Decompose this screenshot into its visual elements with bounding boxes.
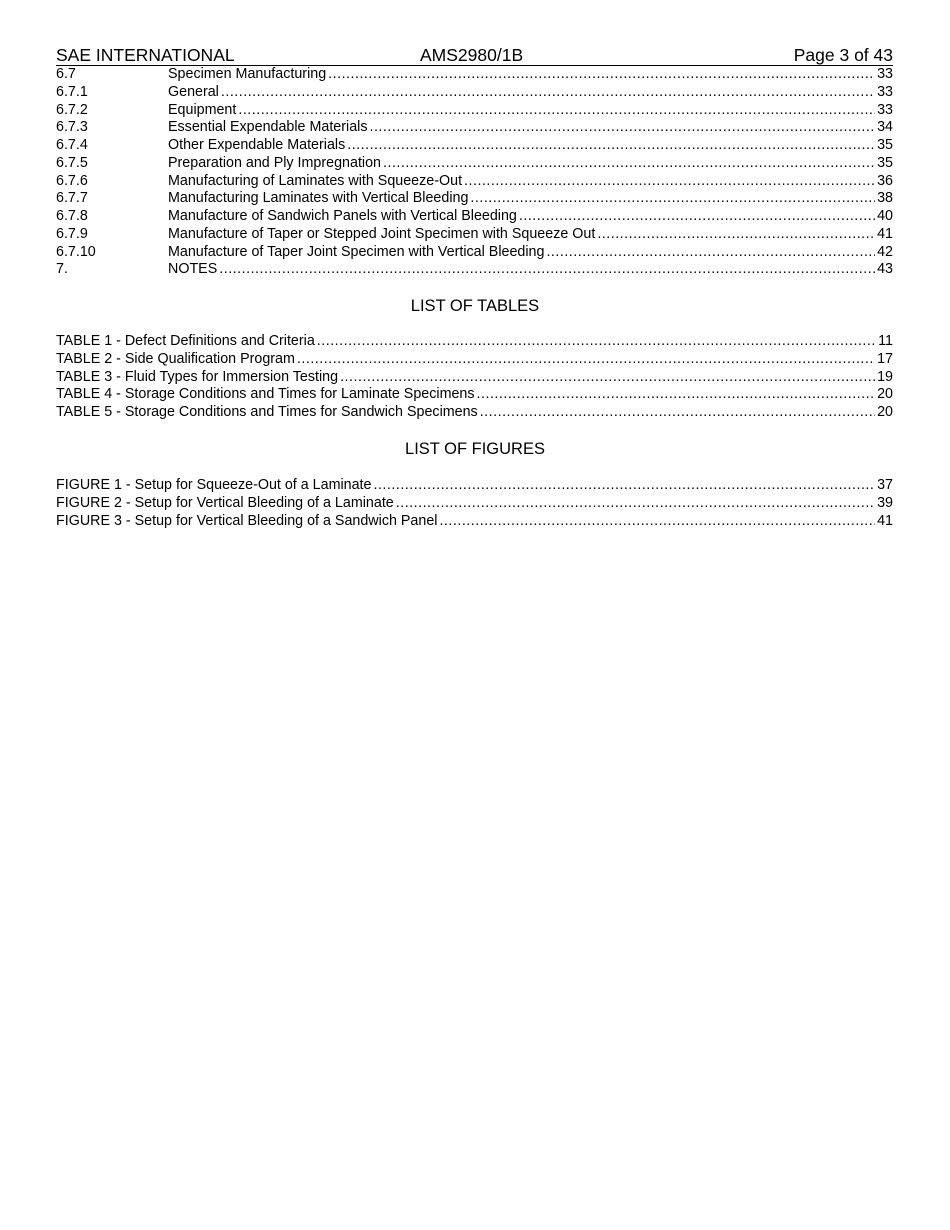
toc-entry-title: Preparation and Ply Impregnation: [168, 154, 381, 171]
table-entry-page: 20: [877, 404, 893, 420]
toc-entry-page: 43: [877, 261, 893, 278]
toc-entry-number: 6.7.6: [56, 172, 88, 189]
leader-dots: [439, 513, 875, 531]
toc-entry[interactable]: [56, 102, 893, 120]
toc-entry[interactable]: [56, 173, 893, 191]
toc-entry[interactable]: [56, 208, 893, 226]
figure-entry[interactable]: [56, 477, 893, 495]
page-number: Page 3 of 43: [793, 45, 893, 65]
toc-entry-title: General: [168, 83, 219, 100]
figure-entry-page: 37: [877, 477, 893, 493]
toc-entry-title: Equipment: [168, 101, 237, 118]
table-entry-page: 19: [877, 368, 893, 385]
toc-entry[interactable]: [56, 190, 893, 208]
toc-entry-page: 33: [877, 101, 893, 118]
toc-entry[interactable]: [56, 84, 893, 102]
toc-entry[interactable]: [56, 155, 893, 173]
toc-entry-page: 33: [877, 83, 893, 100]
toc-entry[interactable]: [56, 261, 893, 279]
list-of-tables: [56, 333, 893, 422]
table-entry-title: TABLE 5 - Storage Conditions and Times for Sandwich Specimens: [56, 404, 478, 420]
toc-entry-number: 6.7: [56, 66, 76, 82]
toc-entry-number: 6.7.4: [56, 137, 88, 153]
table-entry[interactable]: [56, 404, 893, 422]
leader-dots: [297, 351, 875, 369]
toc-entry-title: Manufacture of Taper or Stepped Joint Specimen with Squeeze Out: [168, 225, 596, 242]
toc-entry-number: 6.7.9: [56, 225, 88, 242]
figure-entry-title: FIGURE 3 - Setup for Vertical Bleeding of a Sandwich Panel: [56, 512, 438, 529]
leader-dots: [340, 369, 875, 387]
leader-dots: [221, 84, 875, 102]
toc-entry-number: 6.7.7: [56, 190, 88, 207]
list-of-figures: [56, 477, 893, 530]
table-entry[interactable]: [56, 333, 893, 351]
figure-entry-title: FIGURE 1 - Setup for Squeeze-Out of a Laminate: [56, 477, 372, 493]
toc-entry-number: 6.7.8: [56, 208, 88, 224]
toc-entry-number: 6.7.2: [56, 101, 88, 118]
toc-entry-page: 42: [877, 243, 893, 260]
list-of-tables-heading: LIST OF TABLES: [410, 297, 540, 315]
leader-dots: [546, 244, 875, 262]
table-of-contents: [56, 66, 893, 279]
leader-dots: [373, 477, 875, 495]
leader-dots: [464, 173, 875, 191]
table-entry-page: 20: [877, 386, 893, 403]
leader-dots: [328, 66, 875, 84]
table-entry-page: 11: [878, 333, 893, 349]
toc-entry[interactable]: [56, 119, 893, 137]
table-entry-title: TABLE 3 - Fluid Types for Immersion Testing: [56, 368, 339, 385]
list-of-figures-heading: LIST OF FIGURES: [405, 440, 545, 458]
table-entry-page: 17: [877, 350, 893, 367]
leader-dots: [519, 208, 875, 226]
figure-entry-page: 41: [877, 512, 893, 529]
leader-dots: [238, 102, 875, 120]
leader-dots: [597, 226, 875, 244]
leader-dots: [396, 495, 875, 513]
figure-entry-page: 39: [877, 494, 893, 511]
table-entry[interactable]: [56, 386, 893, 404]
toc-entry-title: NOTES: [168, 261, 218, 278]
toc-entry-number: 6.7.5: [56, 154, 88, 171]
toc-entry-page: 35: [877, 137, 893, 153]
table-entry-title: TABLE 2 - Side Qualification Program: [56, 350, 295, 367]
toc-entry[interactable]: [56, 66, 893, 84]
toc-entry[interactable]: [56, 137, 893, 155]
leader-dots: [347, 137, 875, 155]
toc-entry-number: 7.: [56, 261, 68, 278]
table-entry-title: TABLE 4 - Storage Conditions and Times for Laminate Specimens: [56, 386, 475, 403]
table-entry[interactable]: [56, 351, 893, 369]
leader-dots: [219, 261, 875, 279]
table-entry[interactable]: [56, 369, 893, 387]
organization-name: SAE INTERNATIONAL: [56, 45, 235, 65]
toc-entry-page: 41: [877, 225, 893, 242]
toc-entry-number: 6.7.1: [56, 83, 88, 100]
leader-dots: [383, 155, 875, 173]
leader-dots: [470, 190, 875, 208]
page-header: [56, 45, 893, 66]
leader-dots: [317, 333, 876, 351]
toc-entry[interactable]: [56, 226, 893, 244]
leader-dots: [477, 386, 876, 404]
figure-entry-title: FIGURE 2 - Setup for Vertical Bleeding of a Laminate: [56, 494, 394, 511]
toc-entry-page: 34: [877, 119, 893, 136]
leader-dots: [369, 119, 875, 137]
figure-entry[interactable]: [56, 513, 893, 531]
toc-entry-page: 40: [877, 208, 893, 224]
document-number: AMS2980/1B: [420, 45, 524, 65]
toc-entry-title: Other Expendable Materials: [168, 137, 346, 153]
toc-entry-title: Specimen Manufacturing: [168, 66, 327, 82]
table-entry-title: TABLE 1 - Defect Definitions and Criteria: [56, 333, 315, 349]
toc-entry-page: 33: [877, 66, 893, 82]
toc-entry-page: 36: [877, 172, 893, 189]
leader-dots: [480, 404, 875, 422]
toc-entry-title: Manufacturing Laminates with Vertical Bleeding: [168, 190, 469, 207]
toc-entry-page: 38: [877, 190, 893, 207]
toc-entry-number: 6.7.3: [56, 119, 88, 136]
toc-entry-title: Manufacturing of Laminates with Squeeze-Out: [168, 172, 463, 189]
toc-entry-title: Essential Expendable Materials: [168, 119, 368, 136]
toc-entry-title: Manufacture of Taper Joint Specimen with Vertical Bleeding: [168, 243, 545, 260]
toc-entry-title: Manufacture of Sandwich Panels with Vertical Bleeding: [168, 208, 517, 224]
toc-entry[interactable]: [56, 244, 893, 262]
figure-entry[interactable]: [56, 495, 893, 513]
toc-entry-page: 35: [877, 154, 893, 171]
toc-entry-number: 6.7.10: [56, 243, 96, 260]
